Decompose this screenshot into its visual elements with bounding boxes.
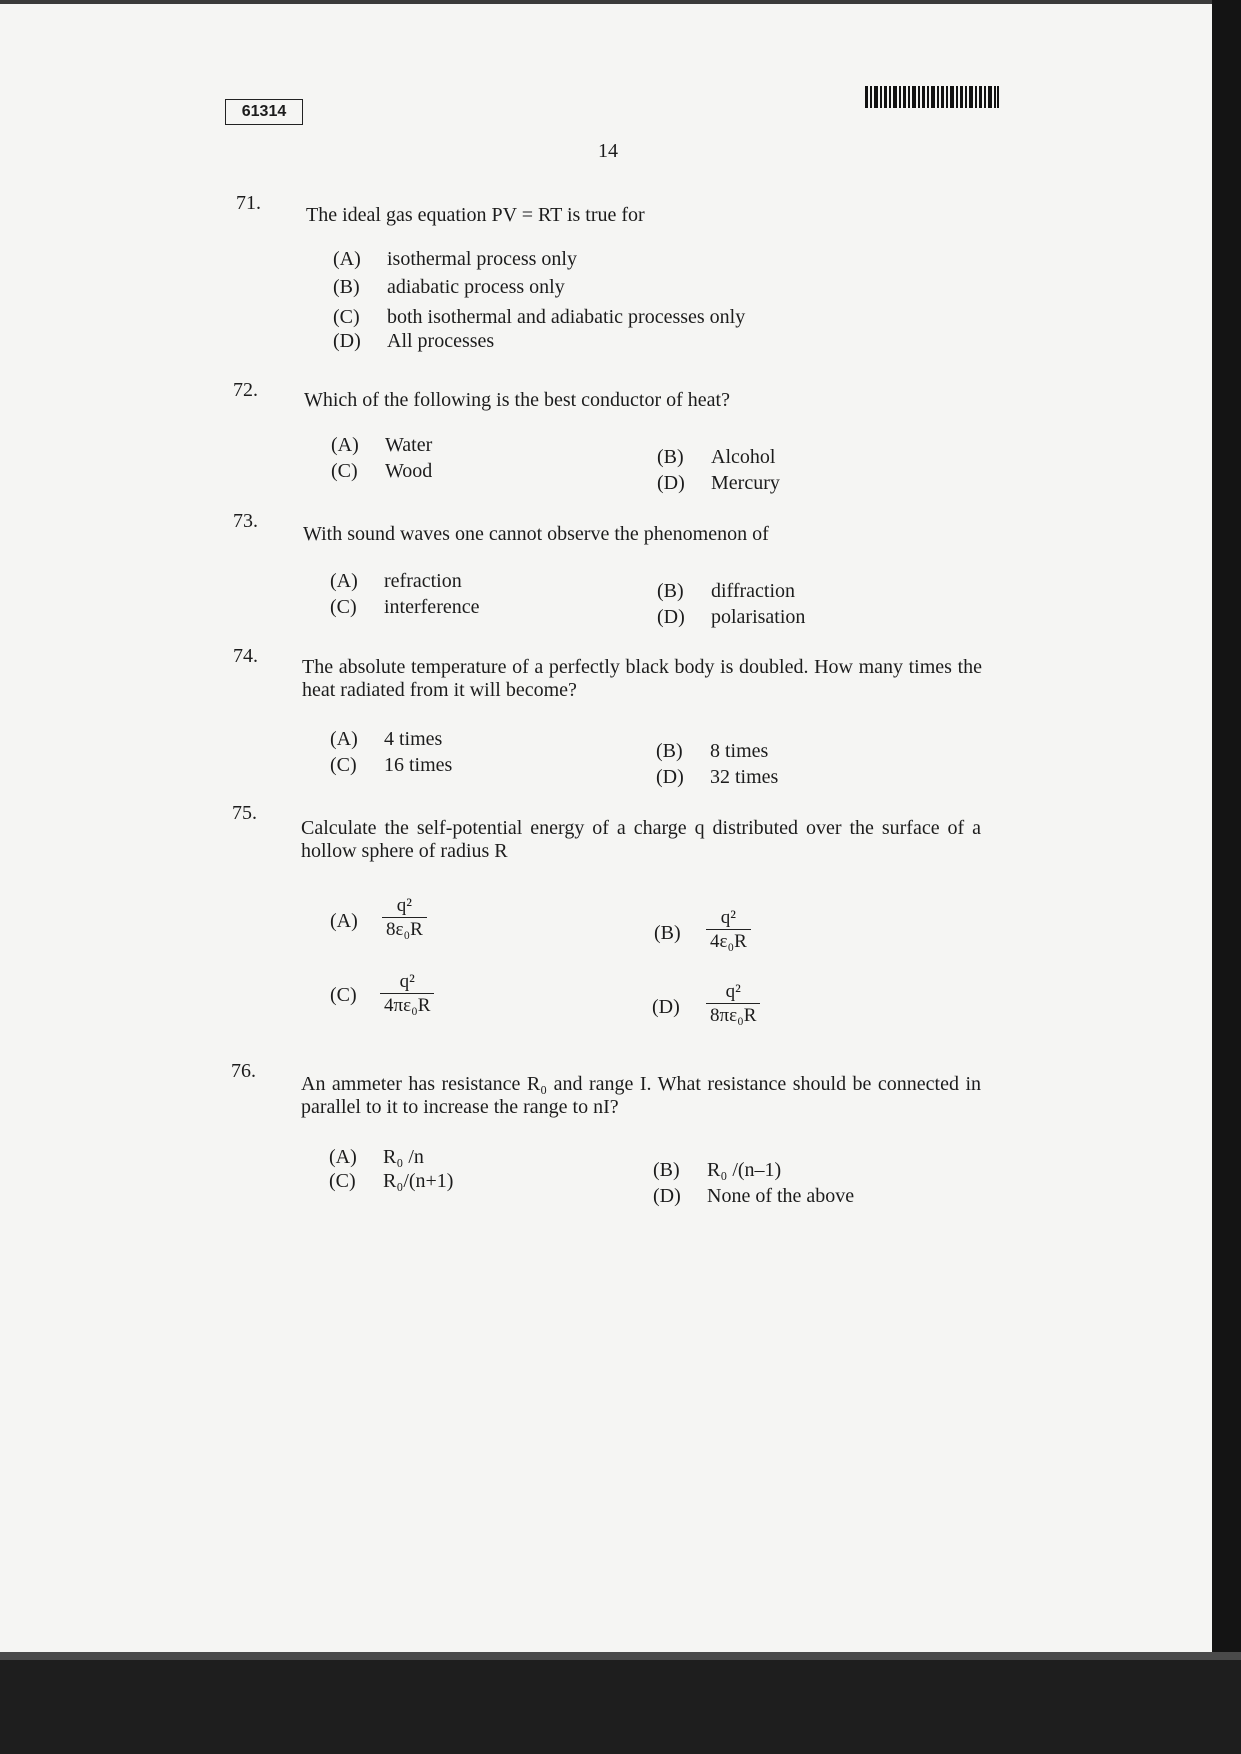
- numerator: q²: [725, 981, 741, 1002]
- option-label: (D): [657, 472, 685, 494]
- question-number: 71.: [236, 192, 261, 214]
- numerator: q²: [399, 971, 415, 992]
- option-label: (B): [657, 446, 684, 468]
- option-text: R₀/(n+1): [383, 1170, 454, 1192]
- option-fraction: [380, 972, 434, 1017]
- scan-right-edge: [1212, 0, 1241, 1754]
- option-text: refraction: [384, 570, 462, 592]
- question-number: 75.: [232, 802, 257, 824]
- scan-bottom-edge: [0, 1652, 1241, 1754]
- barcode: [865, 86, 999, 108]
- option-label: (D): [333, 330, 361, 352]
- option-text: diffraction: [711, 580, 796, 602]
- scan-bottom-band: [0, 1652, 1241, 1660]
- option: [333, 306, 745, 329]
- option-text: All processes: [387, 330, 495, 352]
- option: [657, 580, 795, 603]
- option: [330, 754, 452, 777]
- option-label: (C): [330, 984, 357, 1006]
- option: [331, 460, 432, 483]
- option-label: (D): [657, 606, 685, 628]
- option: [653, 1159, 781, 1182]
- option-label: (B): [654, 922, 681, 944]
- page-number: 14: [598, 140, 618, 162]
- option-label: (C): [329, 1170, 356, 1192]
- option-text: R₀ /n: [383, 1146, 424, 1168]
- denominator: 8ε₀R: [382, 917, 427, 941]
- option: [657, 446, 775, 469]
- option: [656, 740, 768, 763]
- question-number: 74.: [233, 645, 258, 667]
- option: [657, 606, 805, 629]
- option: [653, 1185, 854, 1208]
- option-label: (B): [333, 276, 360, 298]
- question-number: 72.: [233, 379, 258, 401]
- question-text: Calculate the self-potential energy of a charge q distributed over the surface of a hollow sphere of radius R: [301, 817, 981, 862]
- option-text: Mercury: [711, 472, 780, 494]
- question-text: Which of the following is the best conductor of heat?: [304, 389, 730, 411]
- option-text: polarisation: [711, 606, 806, 628]
- option: [330, 570, 462, 593]
- option-text: adiabatic process only: [387, 276, 565, 298]
- option-label: (A): [330, 570, 358, 592]
- option-label: (C): [331, 460, 358, 482]
- option-text: both isothermal and adiabatic processes only: [387, 306, 746, 328]
- option-text: isothermal process only: [387, 248, 577, 270]
- option-text: 4 times: [384, 728, 443, 750]
- option: [330, 728, 442, 751]
- option-label: (B): [656, 740, 683, 762]
- option-text: Wood: [385, 460, 433, 482]
- option-label: (A): [329, 1146, 357, 1168]
- option-text: Alcohol: [711, 446, 776, 468]
- denominator: 4ε₀R: [706, 929, 751, 953]
- option-label: (C): [330, 754, 357, 776]
- option-fraction: [382, 896, 427, 941]
- option: [329, 1170, 453, 1193]
- option-text: Water: [385, 434, 433, 456]
- numerator: q²: [720, 907, 736, 928]
- paper-code-box: 61314: [225, 99, 303, 125]
- option-text: None of the above: [707, 1185, 855, 1207]
- option-label: (A): [330, 910, 358, 932]
- option-label: (A): [333, 248, 361, 270]
- option-label: (A): [330, 728, 358, 750]
- option-label: (D): [653, 1185, 681, 1207]
- option-label: (B): [653, 1159, 680, 1181]
- option-label: (C): [333, 306, 360, 328]
- option-fraction: [706, 982, 760, 1027]
- option: [657, 472, 780, 495]
- question-text: An ammeter has resistance R₀ and range I. What resistance should be connected in parallel to it to increase the range to nI?: [301, 1073, 981, 1118]
- option: [330, 596, 479, 619]
- question-text: The ideal gas equation PV = RT is true for: [306, 204, 645, 226]
- option-label: (C): [330, 596, 357, 618]
- question-number: 76.: [231, 1060, 256, 1082]
- numerator: q²: [396, 895, 412, 916]
- option: [333, 248, 577, 271]
- option: [333, 330, 494, 353]
- option-label: (A): [331, 434, 359, 456]
- question-text: The absolute temperature of a perfectly black body is doubled. How many times the heat radiated from it will become?: [302, 656, 982, 701]
- option-text: 16 times: [384, 754, 453, 776]
- option-fraction: [706, 908, 751, 953]
- denominator: 4πε₀R: [380, 993, 434, 1017]
- denominator: 8πε₀R: [706, 1003, 760, 1027]
- scan-top-border: [0, 0, 1212, 4]
- option-text: interference: [384, 596, 480, 618]
- option-text: R₀ /(n–1): [707, 1159, 782, 1181]
- option-label: (B): [657, 580, 684, 602]
- question-text: With sound waves one cannot observe the phenomenon of: [303, 523, 769, 545]
- option: [329, 1146, 424, 1169]
- option-text: 32 times: [710, 766, 779, 788]
- option: [333, 276, 565, 299]
- question-number: 73.: [233, 510, 258, 532]
- option-label: (D): [652, 996, 680, 1018]
- option: [331, 434, 432, 457]
- option: [656, 766, 778, 789]
- option-text: 8 times: [710, 740, 769, 762]
- option-label: (D): [656, 766, 684, 788]
